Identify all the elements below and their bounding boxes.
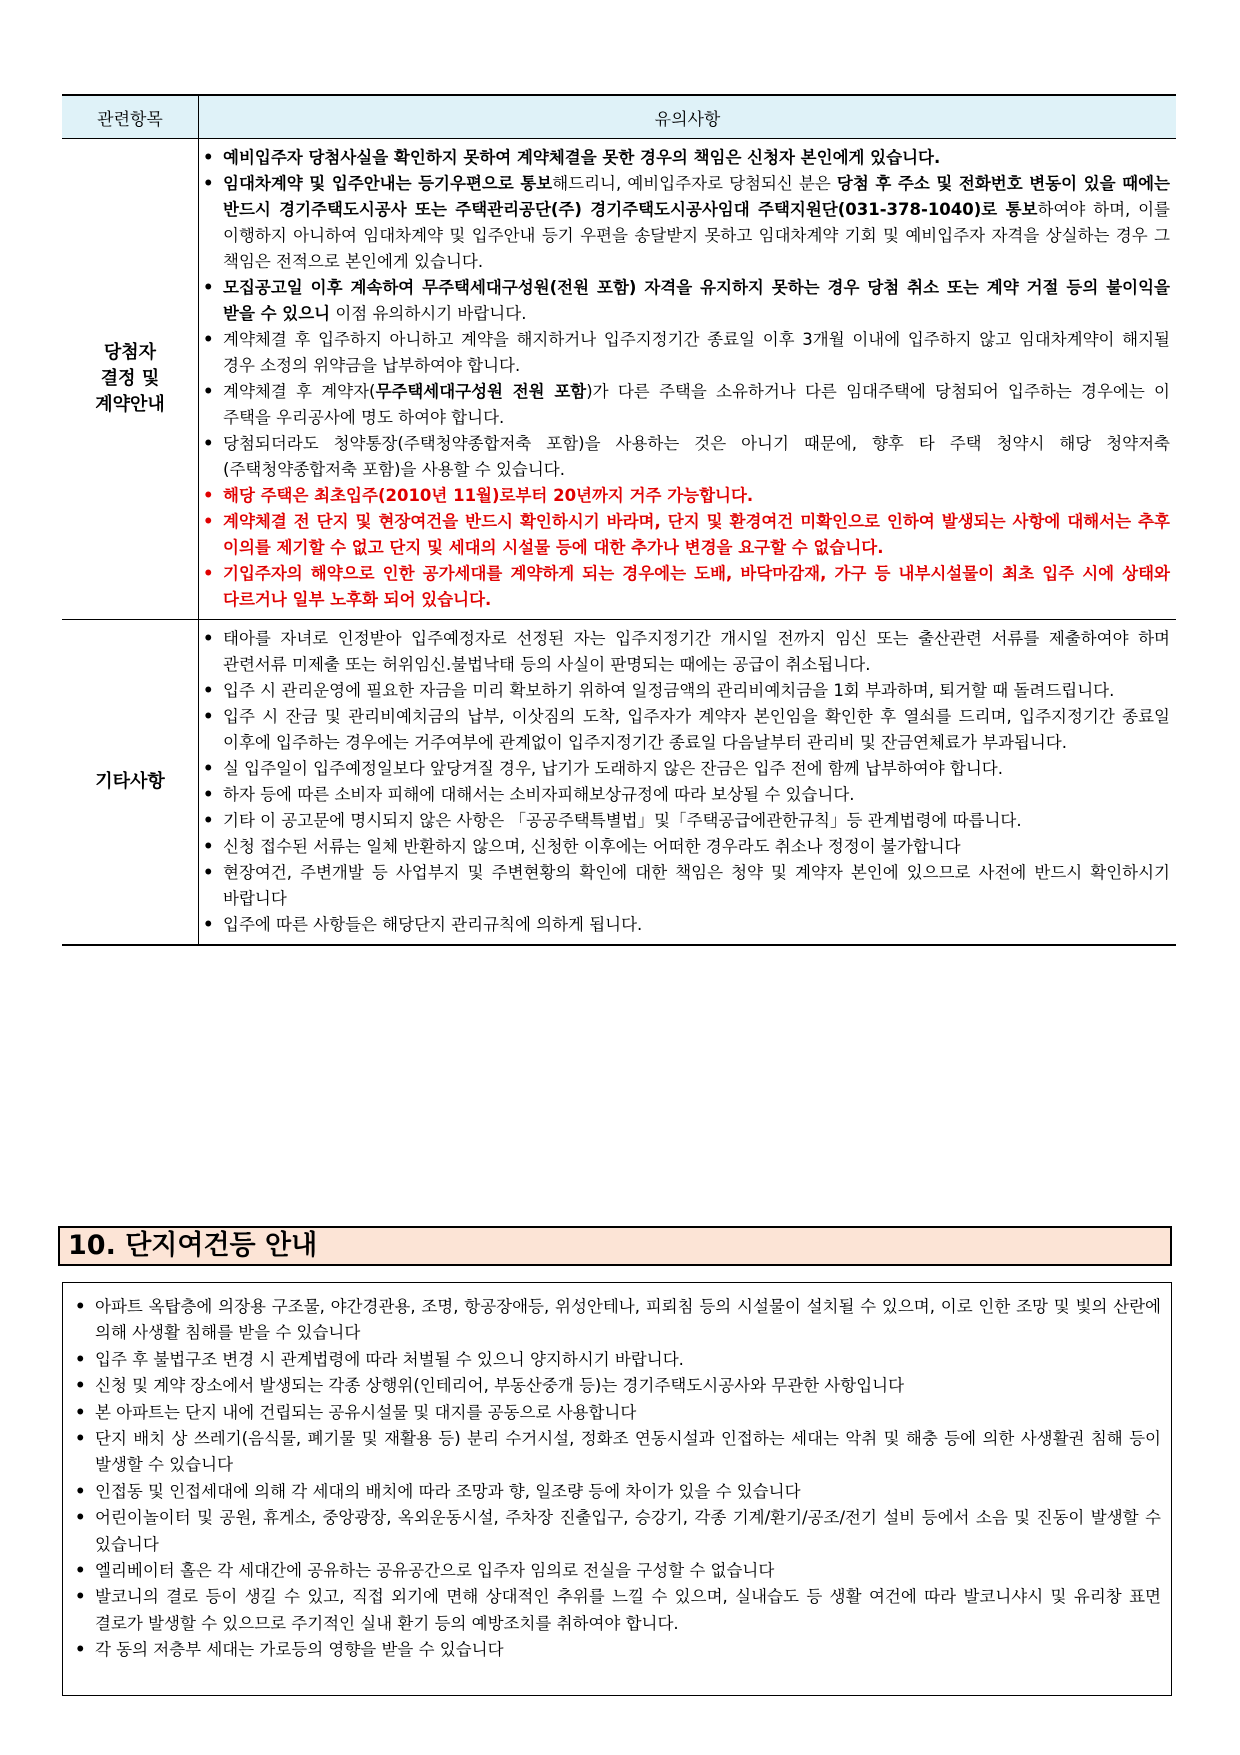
bullet-icon: • bbox=[203, 174, 214, 193]
row-label-line: 기타사항 bbox=[95, 771, 165, 792]
bullet-icon: • bbox=[75, 1587, 86, 1607]
section-10-item bbox=[71, 1637, 1161, 1663]
header-notes: 유의사항 bbox=[199, 95, 1177, 139]
section-10-title: 10. 단지여건등 안내 bbox=[58, 1226, 1172, 1266]
bullet-icon: • bbox=[203, 564, 214, 583]
notice-text: 현장여건, 주변개발 등 사업부지 및 주변현황의 확인에 대한 책임은 청약 및 계약자 본인에 있으므로 사전에 반드시 확인하시기 바랍니다 bbox=[223, 863, 1170, 908]
notice-item bbox=[199, 509, 1170, 561]
table-header-row bbox=[62, 95, 1176, 139]
section-10-text: 아파트 옥탑층에 의장용 구조물, 야간경관용, 조명, 항공장애등, 위성안테나, 피뢰침 등의 시설물이 설치될 수 있으며, 이로 인한 조망 및 빛의 산란에 의해 사생활 침해를 받을 수 있습니다 bbox=[95, 1297, 1161, 1343]
notice-text: )가 다른 주택을 소유하거나 다른 임대주택에 당첨되어 입주하는 경우에는 이 주택을 우리공사에 명도 하여야 합니다. bbox=[223, 382, 1170, 427]
notice-text: 실 입주일이 입주예정일보다 앞당겨질 경우, 납기가 도래하지 않은 잔금은 입주 전에 함께 납부하여야 합니다. bbox=[223, 759, 1003, 778]
bullet-icon: • bbox=[203, 681, 214, 700]
bullet-icon: • bbox=[75, 1297, 86, 1316]
bullet-icon: • bbox=[203, 382, 214, 401]
notice-text: 계약체결 후 계약자( bbox=[223, 382, 376, 401]
row-label-other-matters bbox=[62, 620, 199, 946]
section-10-box bbox=[62, 1282, 1172, 1696]
notice-text: 해당 주택은 최초입주(2010년 11월)로부터 20년까지 거주 가능합니다. bbox=[223, 486, 754, 505]
notice-text: 기입주자의 해약으로 인한 공가세대를 계약하게 되는 경우에는 도배, 바닥마감재, 가구 등 내부시설물이 최초 입주 시에 상태와 다르거나 일부 노후화 되어 있습니다. bbox=[223, 564, 1170, 609]
notice-text: 기타 이 공고문에 명시되지 않은 사항은 「공공주택특별법」및「주택공급에관한규칙」등 관계법령에 따릅니다. bbox=[223, 811, 1022, 830]
bullet-icon: • bbox=[203, 863, 214, 882]
bullet-list bbox=[199, 626, 1170, 938]
bullet-icon: • bbox=[75, 1429, 86, 1449]
row-label-line: 당첨자 bbox=[103, 342, 157, 363]
notice-item bbox=[199, 483, 1170, 509]
notice-text: 신청 접수된 서류는 일체 반환하지 않으며, 신청한 이후에는 어떠한 경우라도 취소나 정정이 불가합니다 bbox=[223, 837, 961, 856]
section-10-text: 어린이놀이터 및 공원, 휴게소, 중앙광장, 옥외운동시설, 주차장 진출입구, 승강기, 각종 기계/환기/공조/전기 설비 등에서 소음 및 진동이 발생할 수 있습니다 bbox=[95, 1508, 1161, 1554]
section-10-item bbox=[71, 1400, 1161, 1426]
bullet-icon: • bbox=[203, 148, 214, 167]
notice-item bbox=[199, 912, 1170, 938]
bullet-icon: • bbox=[75, 1402, 86, 1422]
section-10-text: 신청 및 계약 장소에서 발생되는 각종 상행위(인테리어, 부동산중개 등)는 경기주택도시공사와 무관한 사항입니다 bbox=[95, 1376, 905, 1396]
section-10-text: 본 아파트는 단지 내에 건립되는 공유시설물 및 대지를 공동으로 사용합니다 bbox=[95, 1402, 637, 1422]
bullet-icon: • bbox=[203, 759, 214, 778]
row-notes-contract-guide bbox=[199, 139, 1177, 620]
notice-item bbox=[199, 704, 1170, 756]
notice-item bbox=[199, 145, 1170, 171]
row-contract-guide bbox=[62, 139, 1176, 620]
section-10-text: 엘리베이터 홀은 각 세대간에 공유하는 공유공간으로 입주자 임의로 전실을 구성할 수 없습니다 bbox=[95, 1561, 775, 1581]
notice-text: 하자 등에 따른 소비자 피해에 대해서는 소비자피해보상규정에 따라 보상될 수 있습니다. bbox=[223, 785, 855, 804]
notice-table bbox=[62, 94, 1176, 946]
bullet-list bbox=[199, 145, 1170, 613]
notice-text: 입주 시 잔금 및 관리비예치금의 납부, 이삿짐의 도착, 입주자가 계약자 본인임을 확인한 후 열쇠를 드리며, 입주지정기간 종료일 이후에 입주하는 경우에는 거주여부에 관계없이 입주지정기간 종료일 다음날부터 관리비 및 잔금연체료가 부과됩니다. bbox=[223, 707, 1170, 752]
bullet-icon: • bbox=[203, 486, 214, 505]
bullet-icon: • bbox=[203, 811, 214, 830]
section-10-text: 입주 후 불법구조 변경 시 관계법령에 따라 처벌될 수 있으니 양지하시기 바랍니다. bbox=[95, 1349, 684, 1369]
section-10-text: 각 동의 저층부 세대는 가로등의 영향을 받을 수 있습니다 bbox=[95, 1640, 504, 1660]
bullet-icon: • bbox=[203, 278, 214, 297]
notice-text: 계약체결 전 단지 및 현장여건을 반드시 확인하시기 바라며, 단지 및 환경여건 미확인으로 인하여 발생되는 사항에 대해서는 추후 이의를 제기할 수 없고 단지 및 세대의 시설물 등에 대한 추가나 변경을 요구할 수 없습니다. bbox=[223, 512, 1170, 557]
bullet-icon: • bbox=[75, 1508, 86, 1528]
row-label-line: 결정 및 bbox=[100, 368, 160, 389]
notice-item bbox=[199, 171, 1170, 275]
section-10-item bbox=[71, 1294, 1161, 1347]
notice-item bbox=[199, 327, 1170, 379]
section-10-text: 발코니의 결로 등이 생길 수 있고, 직접 외기에 면해 상대적인 추위를 느낄 수 있으며, 실내습도 등 생활 여건에 따라 발코니샤시 및 유리창 표면 결로가 발생할 수 있으므로 주기적인 실내 환기 등의 예방조치를 취하여야 합니다. bbox=[95, 1587, 1161, 1633]
bullet-icon: • bbox=[75, 1349, 86, 1369]
bullet-icon: • bbox=[203, 512, 214, 531]
bullet-icon: • bbox=[203, 785, 214, 804]
section-10-item bbox=[71, 1584, 1161, 1637]
section-10-item bbox=[71, 1558, 1161, 1584]
notice-text: 태아를 자녀로 인정받아 입주예정자로 선정된 자는 입주지정기간 개시일 전까지 임신 또는 출산관련 서류를 제출하여야 하며 관련서류 미제출 또는 허위임신.불법낙태 등의 사실이 판명되는 때에는 공급이 취소됩니다. bbox=[223, 629, 1170, 674]
row-label-contract-guide bbox=[62, 139, 199, 620]
bullet-icon: • bbox=[203, 707, 214, 726]
notice-text: 모집공고일 이후 계속하여 무주택세대구성원(전원 포함) 자격을 유지하지 못하는 경우 당첨 취소 또는 계약 거절 등의 불이익을 받을 수 있으니 bbox=[223, 278, 1170, 323]
notice-item bbox=[199, 431, 1170, 483]
bullet-icon: • bbox=[203, 330, 214, 349]
section-10-text: 단지 배치 상 쓰레기(음식물, 폐기물 및 재활용 등) 분리 수거시설, 정화조 연동시설과 인접하는 세대는 악취 및 해충 등에 의한 사생활권 침해 등이 발생할 수 있습니다 bbox=[95, 1429, 1161, 1475]
bullet-icon: • bbox=[203, 434, 214, 453]
section-10-list bbox=[71, 1294, 1161, 1664]
notice-text: 하여야 하며, 이를 이행하지 아니하여 임대차계약 및 입주안내 등기 우편을 송달받지 못하고 임대차계약 기회 및 예비입주자 자격을 상실하는 경우 그 책임은 전적으로 본인에게 있습니다. bbox=[223, 200, 1170, 271]
bullet-icon: • bbox=[203, 915, 214, 934]
section-10-item bbox=[71, 1347, 1161, 1373]
notice-text: 당첨되더라도 청약통장(주택청약종합저축 포함)을 사용하는 것은 아니기 때문에, 향후 타 주택 청약시 해당 청약저축(주택청약종합저축 포함)을 사용할 수 있습니다. bbox=[223, 434, 1170, 479]
notice-text: 입주에 따른 사항들은 해당단지 관리규칙에 의하게 됩니다. bbox=[223, 915, 643, 934]
section-10-item bbox=[71, 1479, 1161, 1505]
notice-item bbox=[199, 756, 1170, 782]
notice-item bbox=[199, 626, 1170, 678]
bullet-icon: • bbox=[75, 1640, 86, 1660]
notice-item bbox=[199, 808, 1170, 834]
row-label-line: 계약안내 bbox=[95, 394, 165, 415]
row-other-matters bbox=[62, 620, 1176, 946]
section-10-item bbox=[71, 1426, 1161, 1479]
section-10-text: 인접동 및 인접세대에 의해 각 세대의 배치에 따라 조망과 향, 일조량 등에 차이가 있을 수 있습니다 bbox=[95, 1481, 801, 1501]
section-10-item bbox=[71, 1373, 1161, 1399]
notice-text: 임대차계약 및 입주안내는 등기우편으로 통보 bbox=[223, 174, 553, 193]
notice-text: 당첨 후 주소 및 전화번호 변동이 있을 때에는 반드시 경기주택도시공사 또는 주택관리공단(주) 경기주택도시공사임대 주택지원단(031-378-1040)로 통보 bbox=[223, 174, 1170, 219]
notice-text: 계약체결 후 입주하지 아니하고 계약을 해지하거나 입주지정기간 종료일 이후 3개월 이내에 입주하지 않고 임대차계약이 해지될 경우 소정의 위약금을 납부하여야 합니다. bbox=[223, 330, 1170, 375]
row-notes-other-matters bbox=[199, 620, 1177, 946]
notice-item bbox=[199, 379, 1170, 431]
notice-text: 예비입주자 당첨사실을 확인하지 못하여 계약체결을 못한 경우의 책임은 신청자 본인에게 있습니다. bbox=[223, 148, 941, 167]
bullet-icon: • bbox=[203, 629, 214, 648]
notice-item bbox=[199, 860, 1170, 912]
notice-item bbox=[199, 275, 1170, 327]
notice-text: 무주택세대구성원 전원 포함 bbox=[375, 382, 587, 401]
bullet-icon: • bbox=[75, 1561, 86, 1581]
notice-text: 해드리니, 예비입주자로 당첨되신 분은 bbox=[552, 174, 837, 193]
notice-item bbox=[199, 834, 1170, 860]
notice-text: 이점 유의하시기 바랍니다. bbox=[330, 304, 527, 323]
section-10-item bbox=[71, 1505, 1161, 1558]
bullet-icon: • bbox=[75, 1376, 86, 1396]
bullet-icon: • bbox=[203, 837, 214, 856]
notice-item bbox=[199, 782, 1170, 808]
bullet-icon: • bbox=[75, 1481, 86, 1501]
notice-text: 입주 시 관리운영에 필요한 자금을 미리 확보하기 위하여 일정금액의 관리비예치금을 1회 부과하며, 퇴거할 때 돌려드립니다. bbox=[223, 681, 1115, 700]
notice-item bbox=[199, 561, 1170, 613]
notice-item bbox=[199, 678, 1170, 704]
header-related-item: 관련항목 bbox=[62, 95, 199, 139]
